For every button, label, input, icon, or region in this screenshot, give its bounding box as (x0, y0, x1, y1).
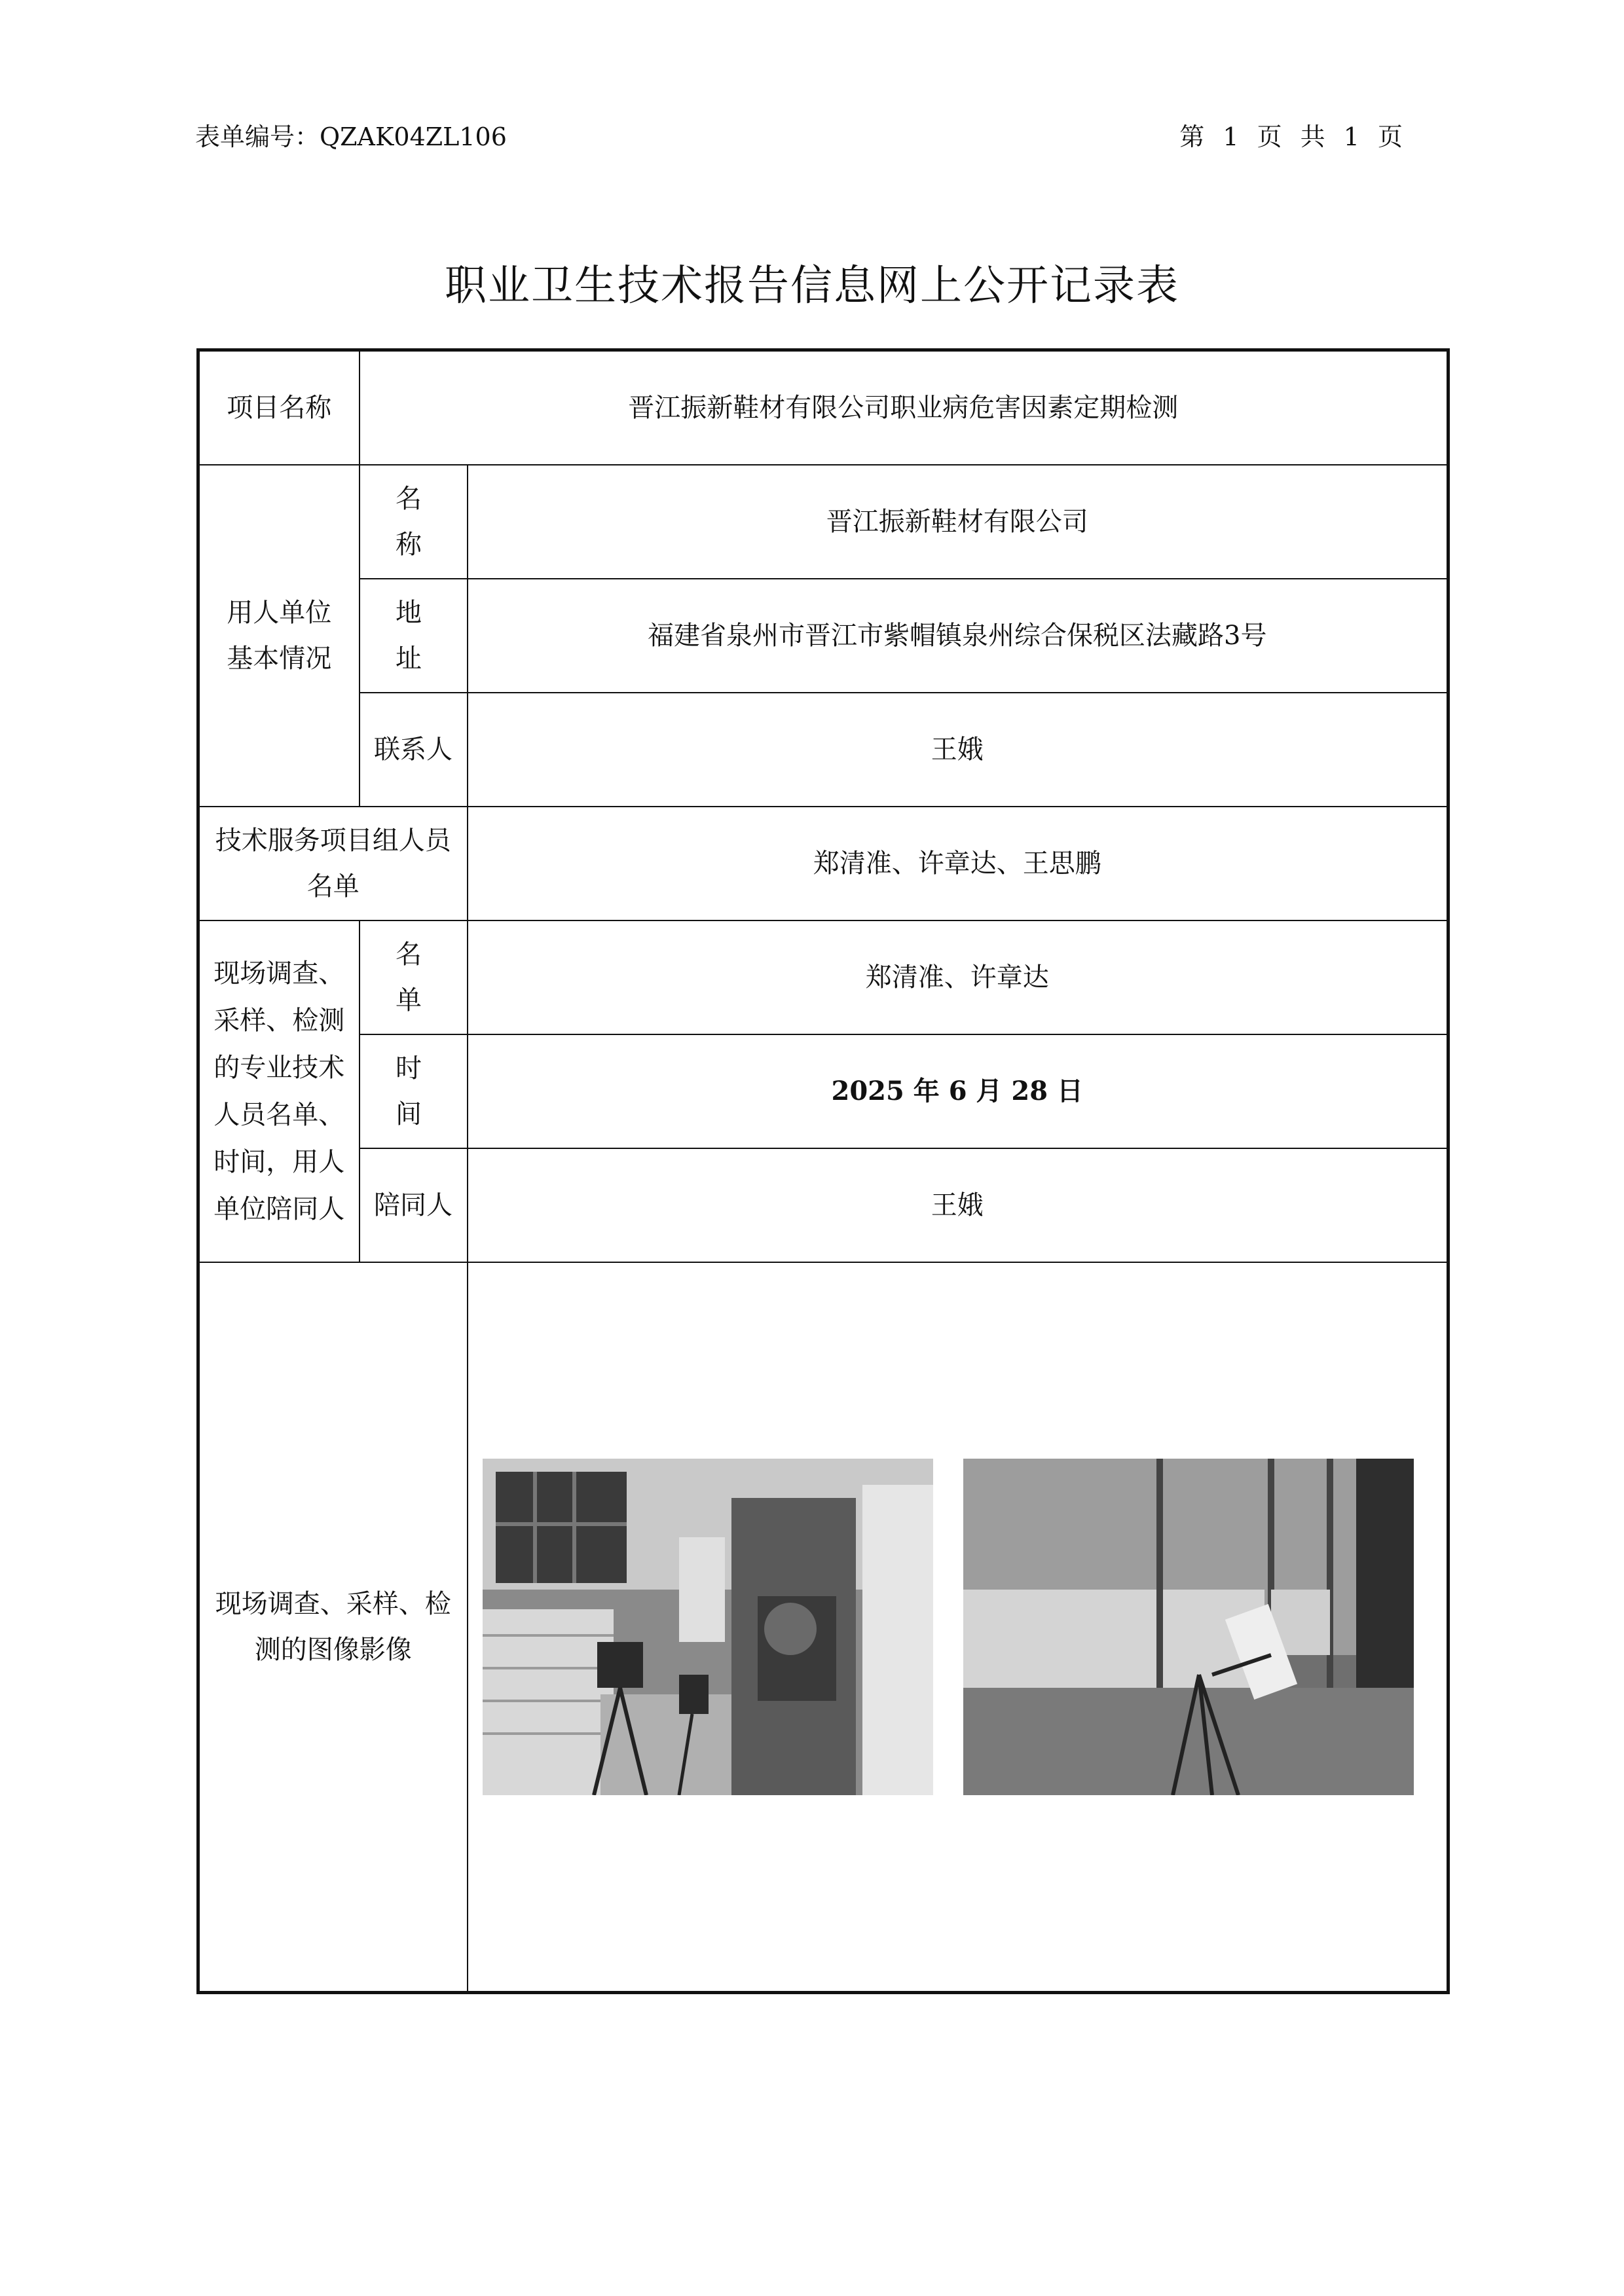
form-number: 表单编号：QZAK04ZL106 (195, 122, 507, 151)
accompany-value: 王娥 (468, 1148, 1449, 1262)
row-contact (198, 693, 1449, 807)
team-label-line1: 技术服务项目组人员 (215, 826, 451, 856)
images-label-line2: 测的图像影像 (254, 1635, 412, 1665)
onsite-label-line: 单位陪同人 (213, 1194, 345, 1224)
record-table (196, 348, 1450, 1994)
employer-label-line2: 基本情况 (227, 644, 332, 674)
row-employer-name (198, 465, 1449, 579)
project-name-label: 项目名称 (198, 350, 360, 465)
page-info: 第 1 页 共 1 页 (1179, 122, 1408, 151)
onsite-label-line: 采样、检测 (213, 1006, 345, 1036)
team-value: 郑清准、许章达、王思鹏 (468, 807, 1449, 920)
name-label: 名称 (360, 465, 468, 579)
employer-label-line1: 用人单位 (227, 598, 332, 628)
list-label: 名单 (360, 920, 468, 1034)
row-images (198, 1262, 1449, 1993)
images-label-line1: 现场调查、采样、检 (215, 1589, 451, 1619)
contact-value: 王娥 (468, 693, 1449, 807)
onsite-label-line: 现场调查、 (213, 958, 345, 989)
photo-factory-sampling (483, 1459, 933, 1795)
time-label: 时间 (360, 1034, 468, 1148)
row-project-name (198, 350, 1449, 465)
name-value: 晋江振新鞋材有限公司 (468, 465, 1449, 579)
photo-noise-meter (963, 1459, 1414, 1795)
accompany-label: 陪同人 (360, 1148, 468, 1262)
project-name-value: 晋江振新鞋材有限公司职业病危害因素定期检测 (360, 350, 1449, 465)
address-label: 地址 (360, 579, 468, 693)
employer-label (198, 465, 360, 807)
team-label-line2: 名单 (306, 871, 360, 902)
onsite-label-line: 的专业技术 (213, 1053, 345, 1083)
images-cell (468, 1262, 1449, 1993)
row-time (198, 1034, 1449, 1148)
row-address (198, 579, 1449, 693)
address-value: 福建省泉州市晋江市紫帽镇泉州综合保税区法藏路3号 (468, 579, 1449, 693)
onsite-label (198, 920, 360, 1262)
time-value: 2025 年 6 月 28 日 (468, 1034, 1449, 1148)
onsite-label-line: 时间，用人 (213, 1147, 345, 1177)
list-value: 郑清准、许章达 (468, 920, 1449, 1034)
team-label (198, 807, 468, 920)
row-team (198, 807, 1449, 920)
onsite-label-line: 人员名单、 (213, 1100, 345, 1130)
row-accompany (198, 1148, 1449, 1262)
contact-label: 联系人 (360, 693, 468, 807)
row-onsite-list (198, 920, 1449, 1034)
images-label (198, 1262, 468, 1993)
document-title: 职业卫生技术报告信息网上公开记录表 (445, 262, 1179, 310)
